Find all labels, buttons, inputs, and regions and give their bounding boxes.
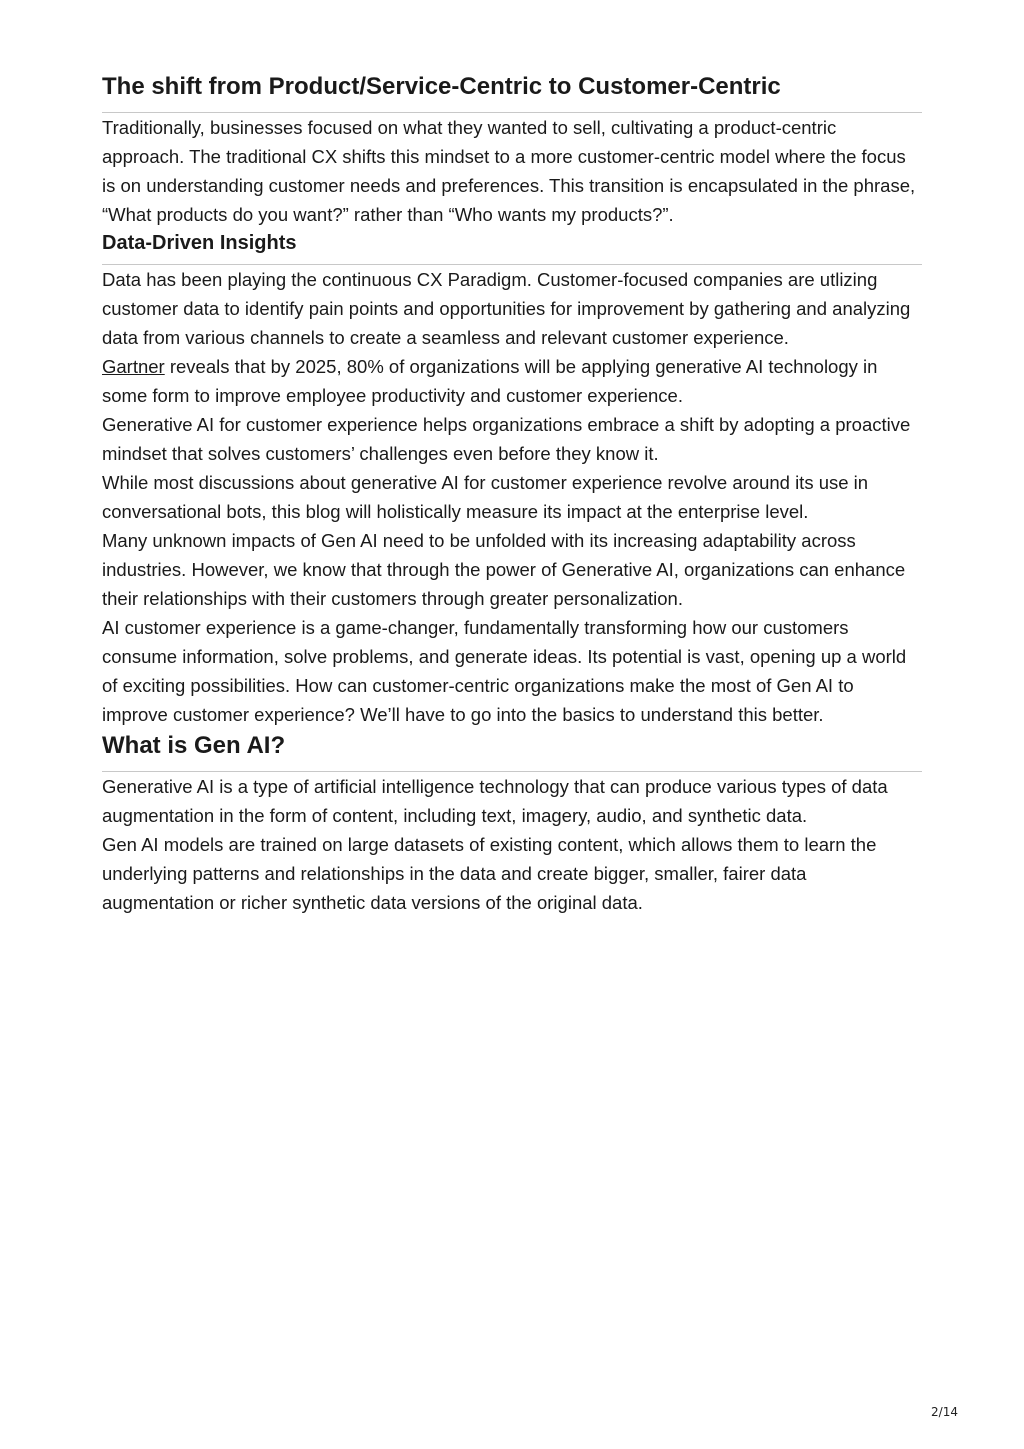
section-heading-customer-centric: The shift from Product/Service-Centric to Customer-Centric [102, 70, 922, 113]
paragraph-proactive-mindset: Generative AI for customer experience helps organizations embrace a shift by adopting a proactive mindset that solves customers’ challenges even before they know it. [102, 414, 911, 464]
paragraph-gen-ai-definition: Generative AI is a type of artificial intelligence technology that can produce various types of data augmentation in the form of content, including text, imagery, audio, and synthetic data. [102, 776, 888, 826]
paragraph-game-changer: AI customer experience is a game-changer, fundamentally transforming how our customers consume information, solve problems, and generate ideas. Its potential is vast, opening up a world of exciting possibilities. How can customer-centric organizations make the most of Gen AI to improve customer experience? We’ll have to go into the basics to understand this better. [102, 617, 907, 725]
paragraph-data-paradigm: Data has been playing the continuous CX Paradigm. Customer-focused companies are utlizing customer data to identify pain points and opportunities for improvement by gathering and analyzing data from various channels to create a seamless and relevant customer experience. [102, 269, 911, 348]
section-heading-what-is-gen-ai: What is Gen AI? [102, 729, 922, 772]
subheading-data-driven-insights: Data-Driven Insights [102, 229, 922, 265]
paragraph-conversational-bots: While most discussions about generative AI for customer experience revolve around its use in conversational bots, this blog will holistically measure its impact at the enterprise level. [102, 472, 869, 522]
paragraph-gartner [102, 352, 922, 410]
paragraph-traditional-cx: Traditionally, businesses focused on what they wanted to sell, cultivating a product-centric approach. The traditional CX shifts this mindset to a more customer-centric model where the focus is on understanding customer needs and preferences. This transition is encapsulated in the phrase, “What products do you want?” rather than “Who wants my products?”. [102, 117, 916, 225]
document-page [102, 70, 922, 917]
paragraph-unknown-impacts: Many unknown impacts of Gen AI need to be unfolded with its increasing adaptability across industries. However, we know that through the power of Generative AI, organizations can enhance their relationships with their customers through greater personalization. [102, 530, 906, 609]
page-number: 2/14 [931, 1405, 958, 1419]
paragraph-gen-ai-training: Gen AI models are trained on large datasets of existing content, which allows them to learn the underlying patterns and relationships in the data and create bigger, smaller, fairer data augmentation or richer synthetic data versions of the original data. [102, 834, 877, 913]
gartner-link[interactable]: Gartner [102, 356, 165, 377]
paragraph-gartner-text: reveals that by 2025, 80% of organizations will be applying generative AI technology in some form to improve employee productivity and customer experience. [102, 356, 878, 406]
